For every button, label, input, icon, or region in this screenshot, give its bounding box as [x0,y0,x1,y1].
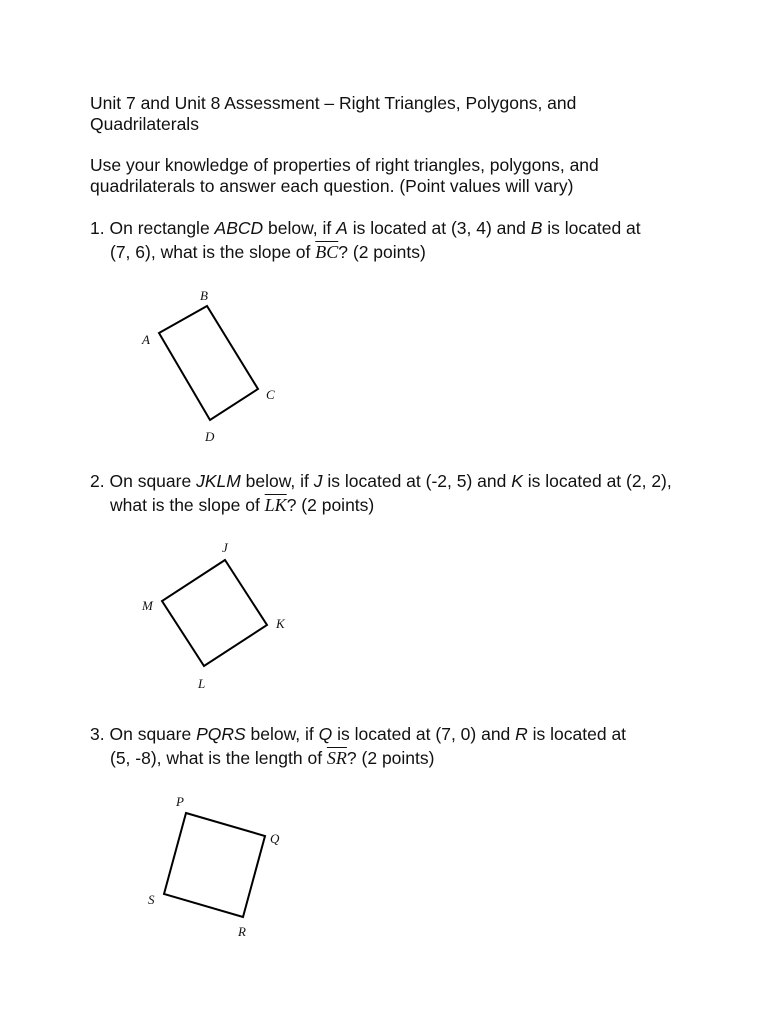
question-number: 1. [90,218,105,238]
vertex-label: B [200,288,208,303]
question-text: (7, 6), what is the slope of [110,242,316,262]
point-name: Q [318,724,333,744]
vertex-label: Q [270,831,280,846]
question-text: below, if [263,218,337,238]
question-text: is located at [527,724,627,744]
vertex-label: C [266,387,275,402]
title-line-2: Quadrilaterals [90,114,199,134]
question-text: below, if [240,471,314,491]
point-name: A [336,218,348,238]
question-number: 3. [90,724,105,744]
vertex-label: K [276,616,285,631]
square-pqrs-shape [164,813,265,917]
vertex-label: P [176,794,184,809]
vertex-label: D [205,429,215,444]
question-text: is located at (2, 2), [522,471,672,491]
question-text: is located at (-2, 5) and [322,471,512,491]
shape-name: JKLM [196,471,241,491]
vertex-label: R [238,924,246,939]
instructions-line-1: Use your knowledge of properties of right triangles, polygons, and [90,155,599,175]
question-text: is located at (3, 4) and [347,218,531,238]
point-name: J [313,471,323,491]
question-text: ? (2 points) [346,748,435,768]
shape-name: ABCD [214,218,264,238]
shape-name: PQRS [196,724,246,744]
point-name: K [511,471,523,491]
question-text: below, if [245,724,319,744]
question-text: On rectangle [109,218,215,238]
question-number: 2. [90,471,105,491]
question-text: On square [109,471,197,491]
question-text: On square [109,724,197,744]
vertex-label: L [198,676,206,691]
segment-name: $\overline{LK}$ [264,495,287,515]
instructions-line-2: quadrilaterals to answer each question. (Point values will vary) [90,176,574,196]
point-name: B [530,218,543,238]
vertex-label: A [142,332,150,347]
question-text: ? (2 points) [286,495,375,515]
vertex-label: S [148,892,155,907]
vertex-label: M [142,598,153,613]
vertex-label: J [222,540,228,555]
question-text: ? (2 points) [338,242,426,262]
question-text: is located at (7, 0) and [332,724,516,744]
point-name: R [515,724,528,744]
question-text: what is the slope of [110,495,265,515]
question-text: is located at [542,218,641,238]
title-line-1: Unit 7 and Unit 8 Assessment – Right Triangles, Polygons, and [90,93,577,113]
segment-name: $\overline{SR}$ [326,748,347,768]
segment-name: $\overline{BC}$ [315,242,339,262]
question-text: (5, -8), what is the length of [110,748,327,768]
